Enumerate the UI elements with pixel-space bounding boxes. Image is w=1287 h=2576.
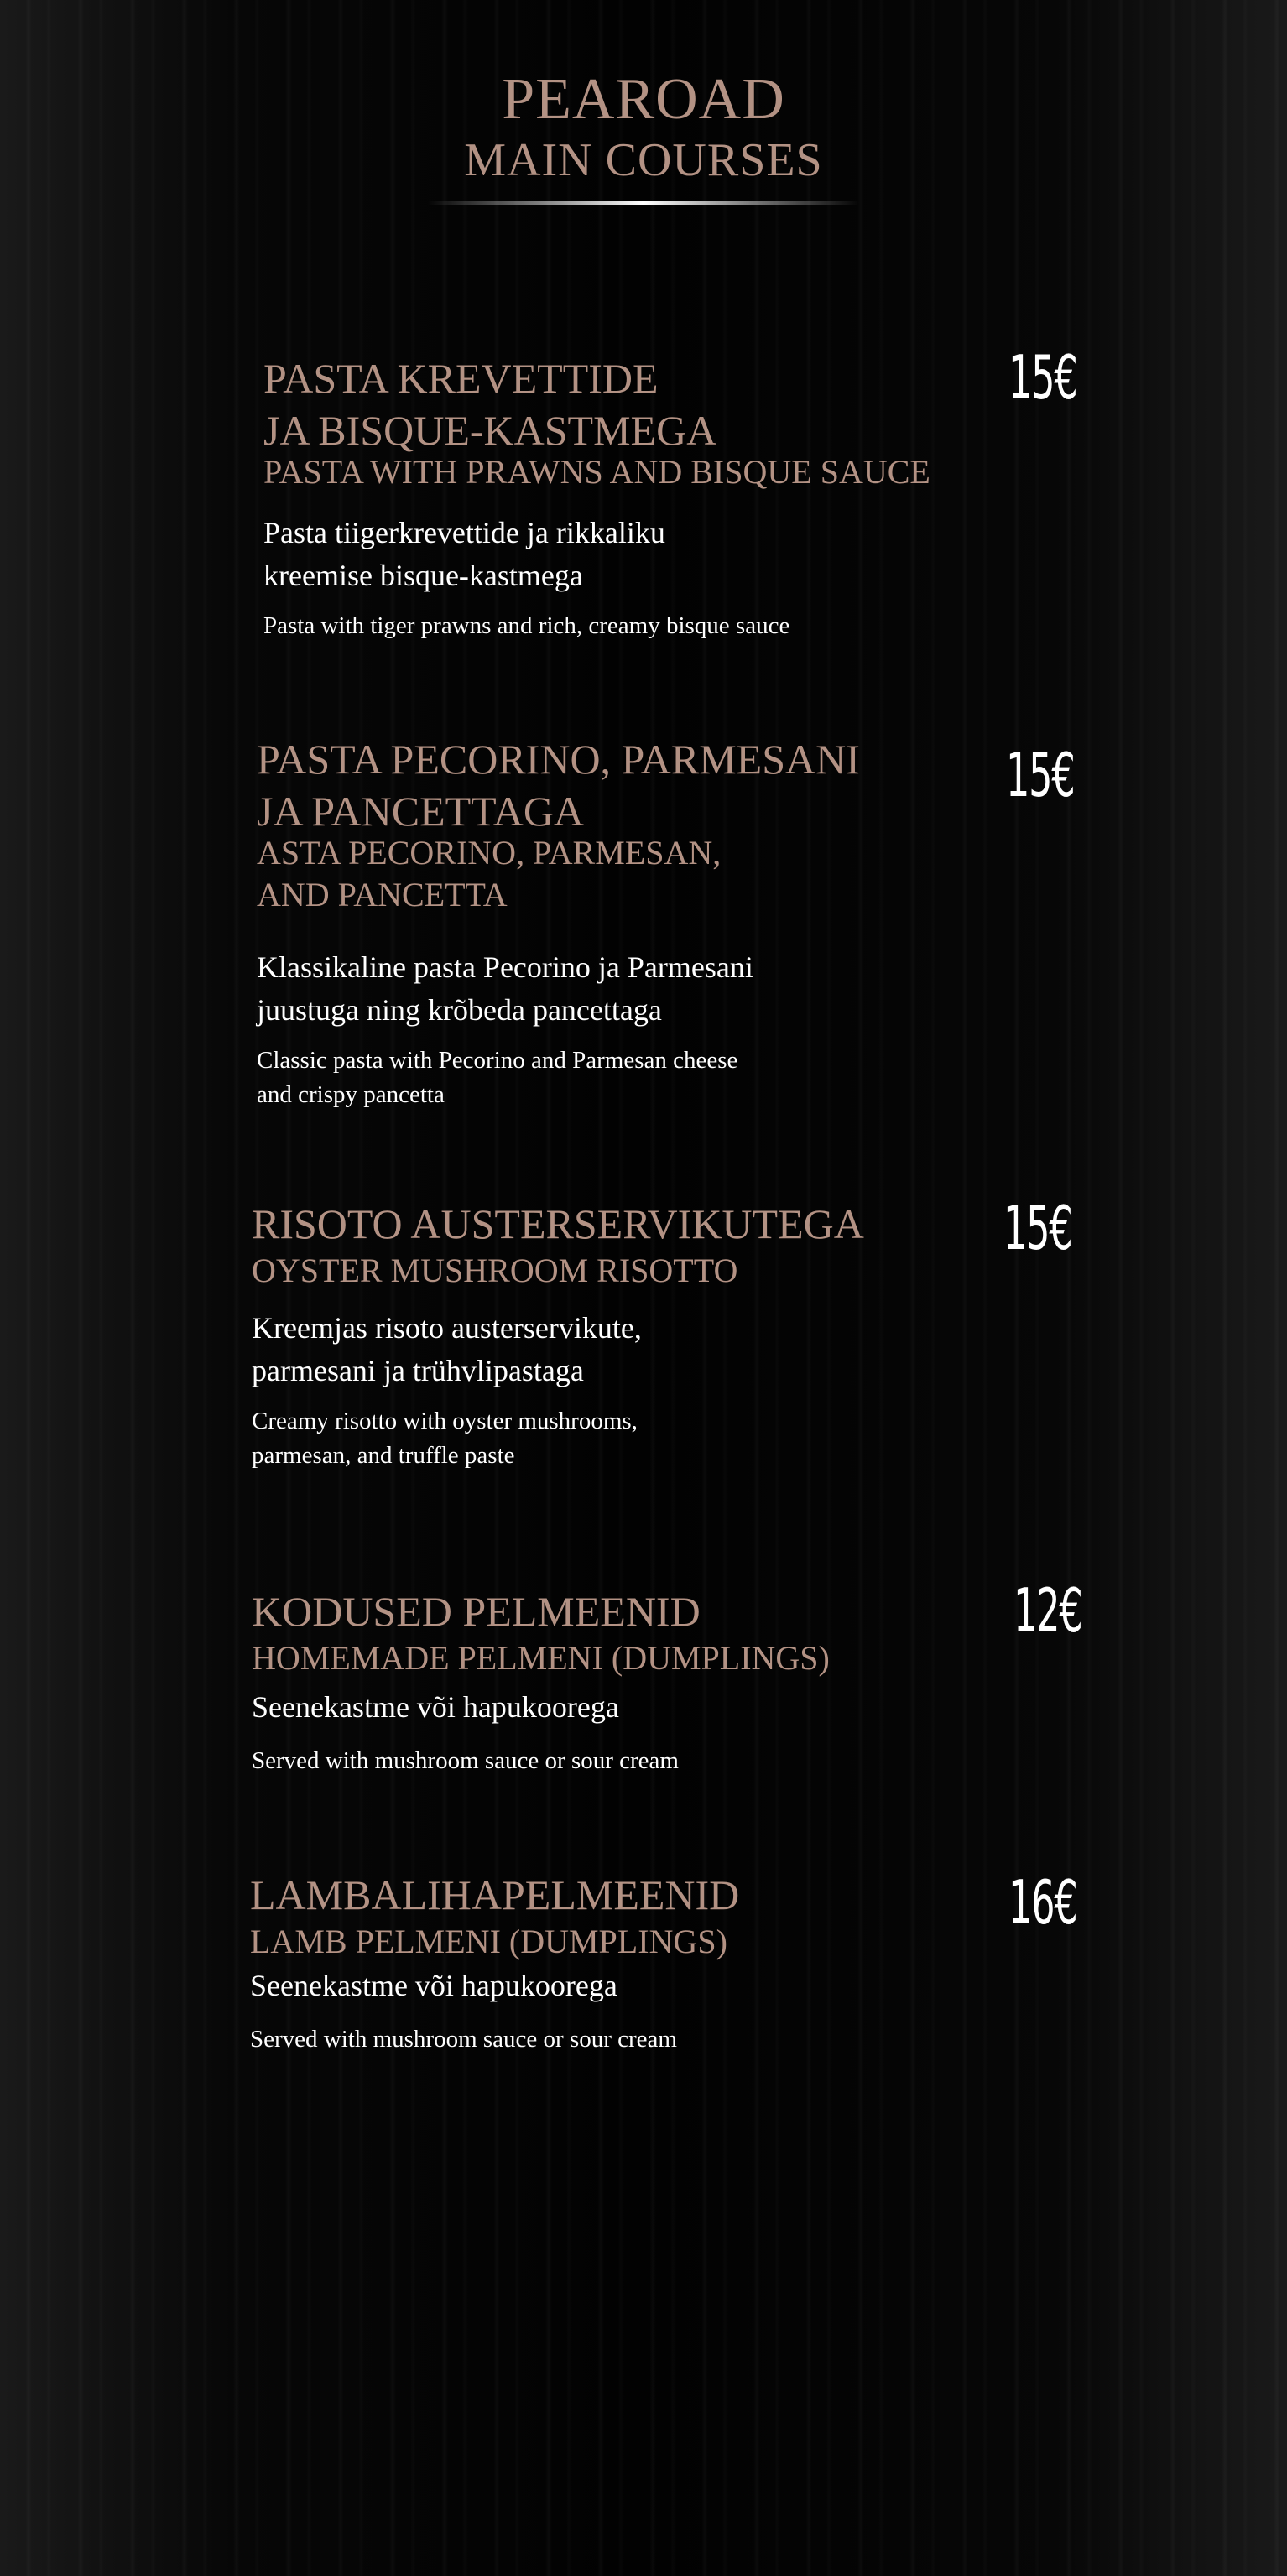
dish-name-et: KODUSED PELMEENID	[252, 1588, 701, 1635]
dish-description-en: Pasta with tiger prawns and rich, creamy bisque sauce	[263, 612, 790, 639]
restaurant-name: PEAROAD	[502, 67, 785, 132]
dish-description-et: Seenekastme või hapukoorega	[252, 1690, 619, 1724]
dish-description-en: Creamy risotto with oyster mushrooms, parmesan, and truffle paste	[252, 1408, 638, 1469]
dish-name-en: HOMEMADE PELMENI (DUMPLINGS)	[252, 1639, 830, 1677]
header-divider	[428, 201, 859, 205]
menu-item	[263, 352, 930, 643]
dish-price: 16€	[1008, 1867, 1077, 1938]
dish-name-en: OYSTER MUSHROOM RISOTTO	[252, 1252, 738, 1289]
dish-price: 15€	[1003, 1193, 1072, 1263]
dish-description-et: Pasta tiigerkrevettide ja rikkaliku kreemise bisque-kastmega	[263, 516, 665, 592]
dish-description-en: Classic pasta with Pecorino and Parmesan cheese and crispy pancetta	[257, 1047, 738, 1108]
dish-description-et: Kreemjas risoto austerservikute, parmesani ja trühvlipastaga	[252, 1311, 642, 1387]
menu-header	[0, 67, 1287, 188]
dish-name-en: PASTA WITH PRAWNS AND BISQUE SAUCE	[263, 453, 930, 491]
dish-name-en: ASTA PECORINO, PARMESAN, AND PANCETTA	[257, 834, 722, 913]
section-title: MAIN COURSES	[464, 134, 823, 186]
dish-name-et: PASTA PECORINO, PARMESANI JA PANCETTAGA	[257, 736, 860, 835]
dish-price: 15€	[1006, 740, 1075, 810]
dish-description-en: Served with mushroom sauce or sour cream	[252, 1747, 679, 1774]
dish-name-et: LAMBALIHAPELMEENID	[250, 1871, 740, 1918]
dish-description-et: Seenekastme või hapukoorega	[250, 1969, 617, 2002]
menu-item	[252, 1585, 830, 1778]
dish-description-en: Served with mushroom sauce or sour cream	[250, 2026, 677, 2053]
dish-price: 15€	[1008, 342, 1077, 413]
dish-name-en: LAMB PELMENI (DUMPLINGS)	[250, 1923, 727, 1960]
dish-description-et: Klassikaline pasta Pecorino ja Parmesani juustuga ning krõbeda pancettaga	[257, 950, 753, 1027]
menu-item	[250, 1869, 739, 2057]
menu-item	[257, 733, 860, 1112]
dish-name-et: RISOTO AUSTERSERVIKUTEGA	[252, 1200, 864, 1247]
menu-item	[252, 1198, 864, 1473]
dish-price: 12€	[1013, 1575, 1082, 1646]
dish-name-et: PASTA KREVETTIDE JA BISQUE-KASTMEGA	[263, 355, 717, 454]
